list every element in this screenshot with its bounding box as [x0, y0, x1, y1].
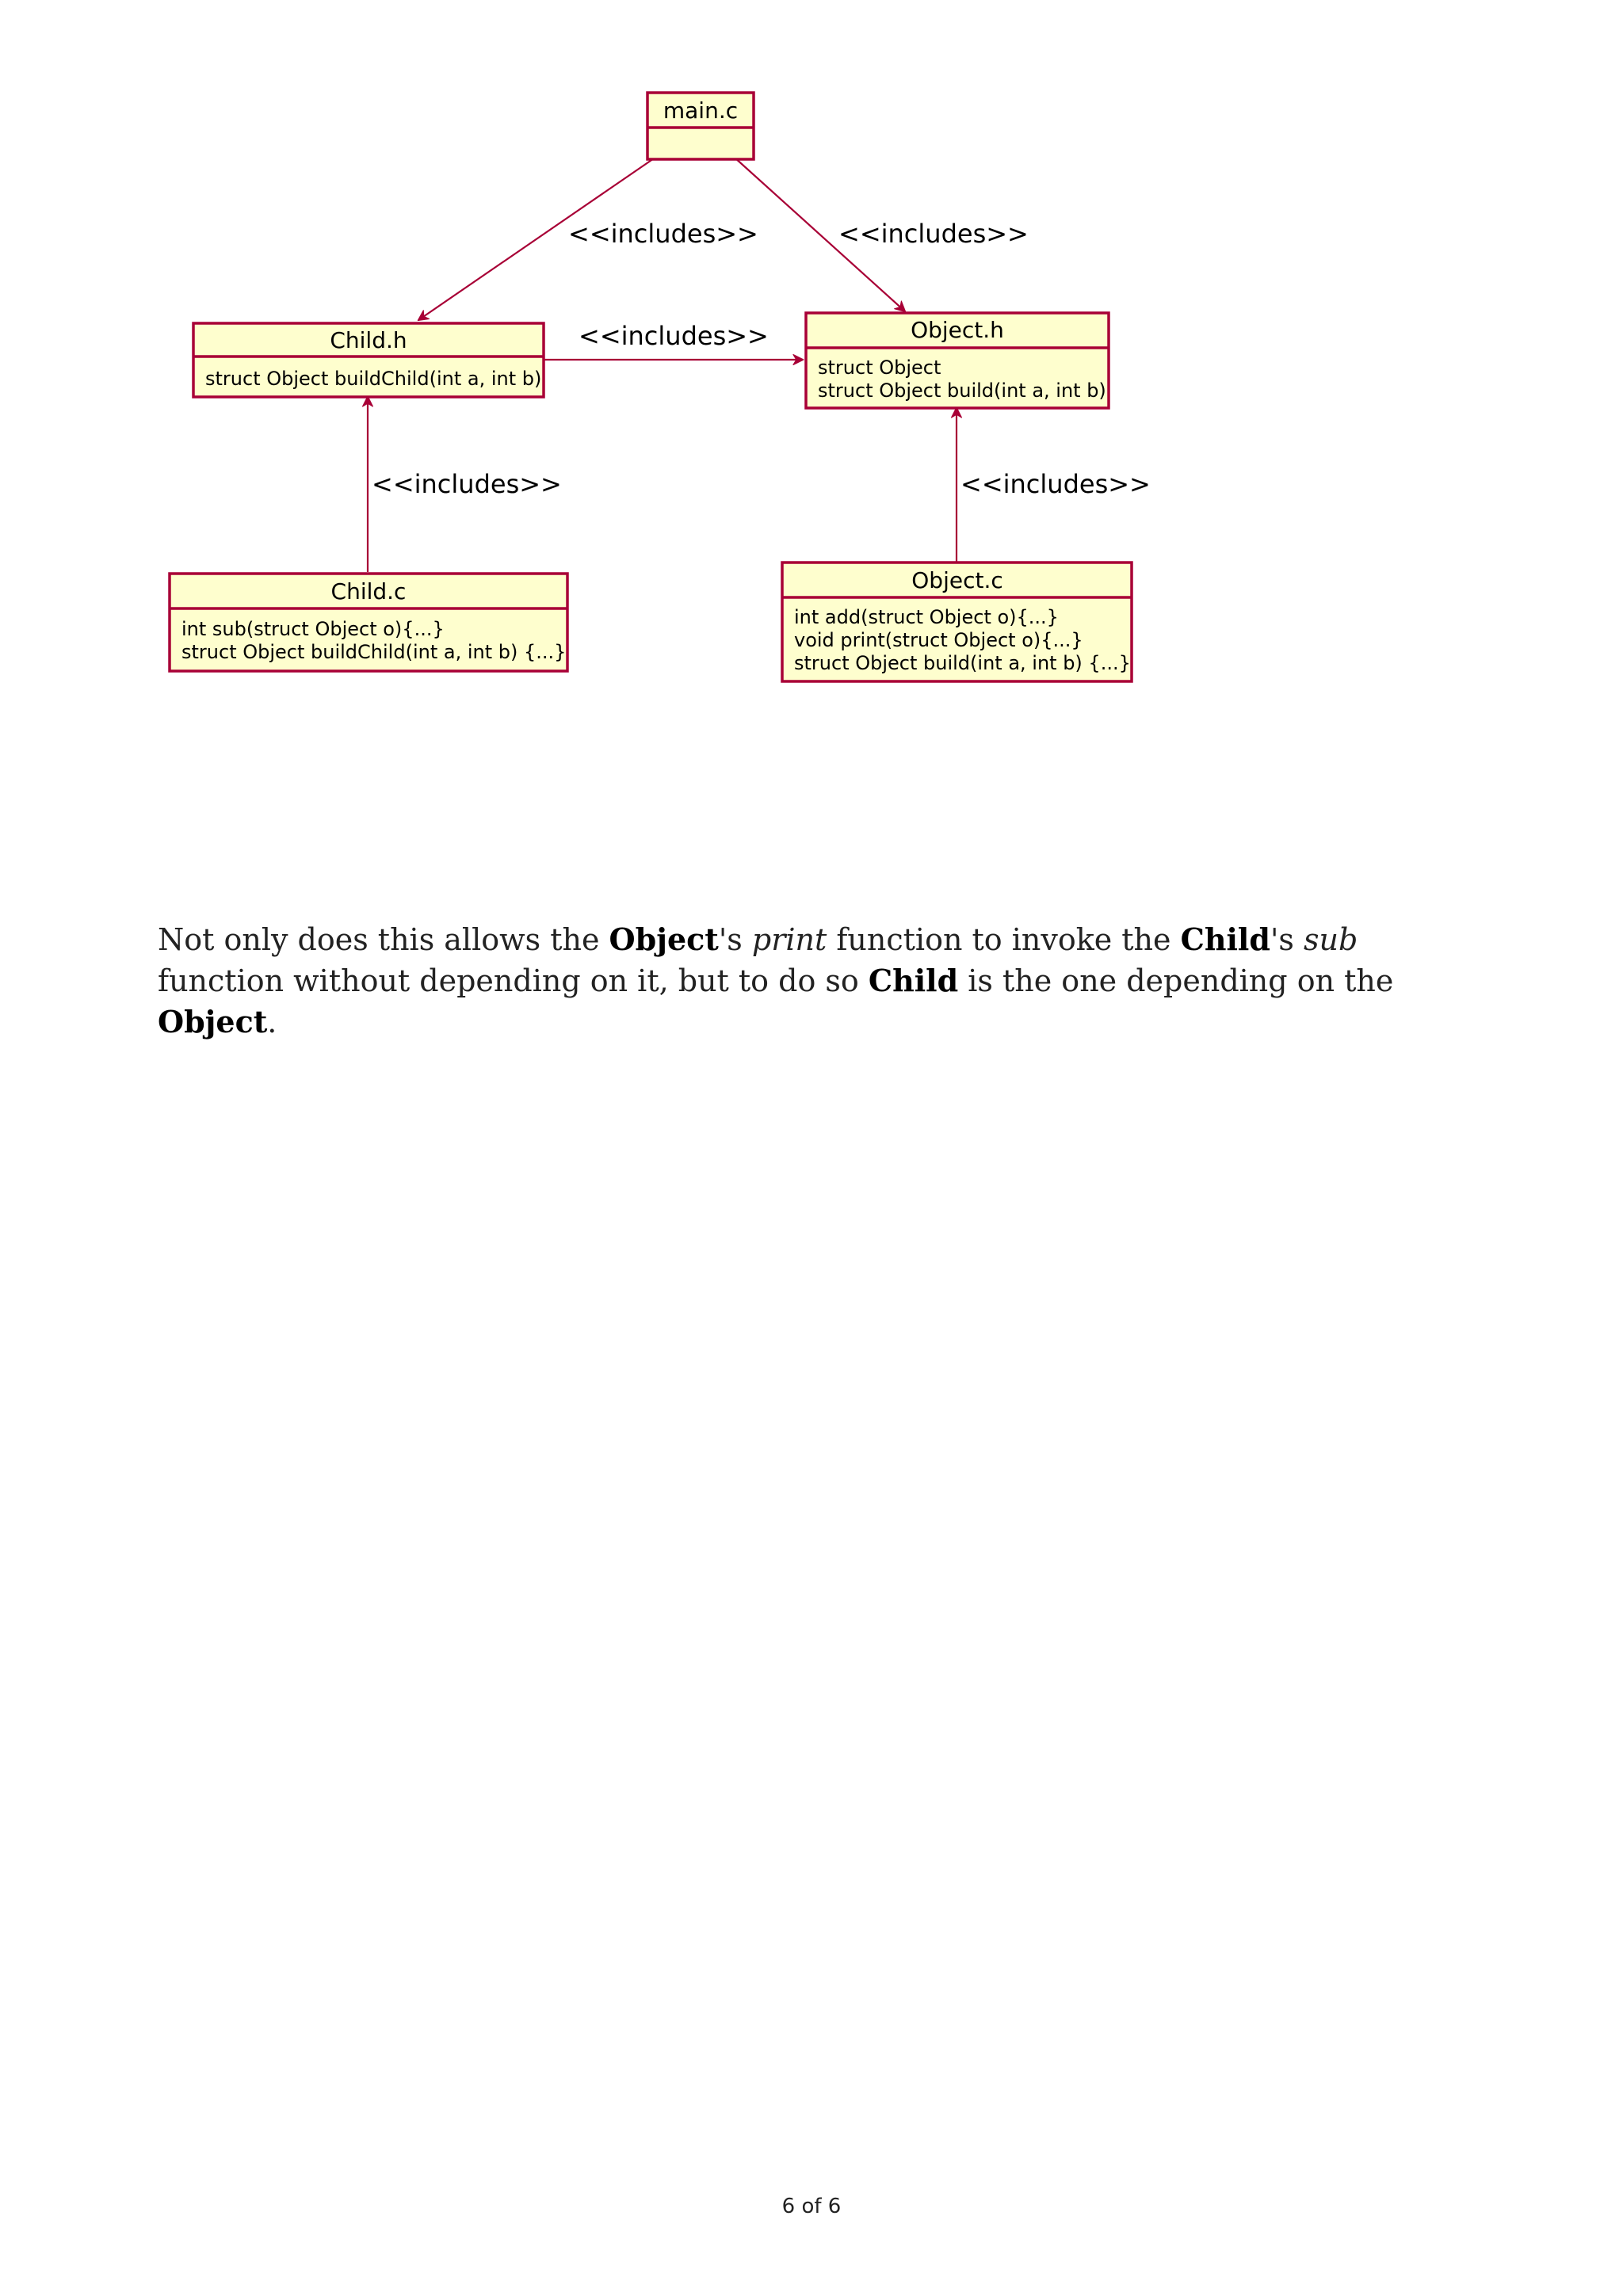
node-title: Object.h	[911, 317, 1004, 343]
paragraph-text: function to invoke the	[827, 922, 1181, 957]
paragraph-text: .	[267, 1005, 277, 1039]
paragraph-bold: Object	[609, 921, 719, 957]
node-member: int add(struct Object o){...}	[794, 606, 1059, 628]
edge-child-c-to-child-h	[368, 397, 562, 572]
node-member: void print(struct Object o){...}	[794, 629, 1083, 651]
node-member: struct Object	[818, 357, 941, 379]
edge-label: <<includes>>	[960, 469, 1151, 499]
paragraph-bold: Child	[1180, 921, 1270, 957]
dependency-diagram	[0, 0, 1623, 713]
node-object-h	[806, 313, 1109, 408]
node-title: main.c	[663, 97, 739, 124]
page-number: 6 of 6	[781, 2195, 842, 2218]
paragraph-italic: sub	[1303, 922, 1358, 957]
paragraph-bold: Object	[158, 1004, 268, 1039]
edge-label: <<includes>>	[568, 219, 758, 249]
edge-label: <<includes>>	[838, 219, 1029, 249]
paragraph-text: Not only does this allows the	[158, 922, 609, 957]
node-member: struct Object build(int a, int b)	[818, 379, 1106, 402]
node-child-c	[170, 574, 567, 671]
paragraph-text: function without depending on it, but to do so	[158, 963, 869, 998]
edge-label: <<includes>>	[372, 469, 562, 499]
node-member: struct Object buildChild(int a, int b) {...}	[181, 641, 567, 663]
paragraph-bold: Child	[868, 963, 959, 998]
edge-child-h-to-object-h	[544, 321, 803, 360]
node-title: Child.h	[330, 327, 407, 353]
paragraph-text: 's	[718, 922, 752, 957]
paragraph-text: is the one depending on the	[958, 963, 1394, 998]
node-member: struct Object build(int a, int b) {...}	[794, 652, 1131, 674]
edge-main-to-child-h	[418, 157, 758, 320]
edge-label: <<includes>>	[579, 321, 769, 351]
node-object-c	[782, 563, 1132, 681]
body-paragraph	[158, 919, 1473, 1043]
node-member: int sub(struct Object o){...}	[181, 618, 445, 640]
paragraph-italic: print	[751, 922, 827, 957]
edge-object-c-to-object-h	[957, 408, 1151, 562]
node-main-c	[647, 93, 754, 159]
node-title: Object.c	[911, 567, 1003, 593]
paragraph-text: 's	[1270, 922, 1304, 957]
node-child-h	[193, 323, 544, 397]
node-title: Child.c	[330, 578, 407, 605]
node-member: struct Object buildChild(int a, int b)	[205, 368, 542, 390]
edge-main-to-object-h	[734, 157, 1029, 311]
